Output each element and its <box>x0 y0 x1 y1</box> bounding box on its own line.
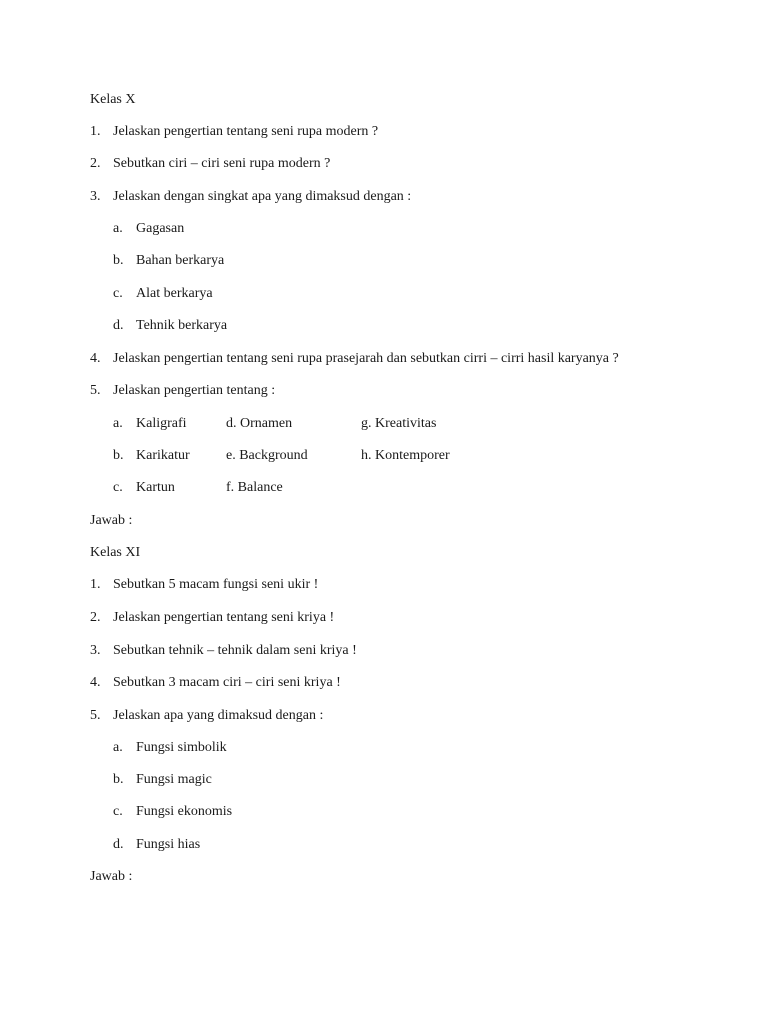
sub-item-letter: d. <box>113 318 124 333</box>
question-text: Jelaskan pengertian tentang seni rupa prasejarah dan sebutkan cirri – cirri hasil karyanya ? <box>113 351 619 366</box>
sub-item-text: Bahan berkarya <box>136 253 225 268</box>
sub-item-text: Gagasan <box>136 221 185 236</box>
question-text: Sebutkan 5 macam fungsi seni ukir ! <box>113 577 319 592</box>
question-text: Sebutkan ciri – ciri seni rupa modern ? <box>113 156 331 171</box>
term-col1: Karikatur <box>136 448 190 463</box>
sub-item-letter: c. <box>113 480 123 495</box>
sub-item-text: Alat berkarya <box>136 286 213 301</box>
sub-item-letter: c. <box>113 804 123 819</box>
sub-item-letter: b. <box>113 772 124 787</box>
question-text: Sebutkan tehnik – tehnik dalam seni kriya ! <box>113 643 357 658</box>
question-number: 5. <box>90 383 101 398</box>
section-title-kelas-xi: Kelas XI <box>90 545 141 560</box>
sub-item-letter: b. <box>113 253 124 268</box>
sub-item-text: Fungsi ekonomis <box>136 804 233 819</box>
question-number: 1. <box>90 577 101 592</box>
question-number: 2. <box>90 610 101 625</box>
sub-item-text: Fungsi hias <box>136 837 201 852</box>
sub-item-text: Fungsi simbolik <box>136 740 227 755</box>
sub-item-text: Fungsi magic <box>136 772 212 787</box>
term-col2: d. Ornamen <box>226 416 293 431</box>
question-number: 3. <box>90 189 101 204</box>
term-col3: g. Kreativitas <box>361 416 437 431</box>
question-text: Jelaskan pengertian tentang seni kriya ! <box>113 610 335 625</box>
question-number: 1. <box>90 124 101 139</box>
question-text: Sebutkan 3 macam ciri – ciri seni kriya ! <box>113 675 341 690</box>
question-text: Jelaskan pengertian tentang seni rupa modern ? <box>113 124 379 139</box>
answer-label: Jawab : <box>90 869 133 884</box>
question-text: Jelaskan dengan singkat apa yang dimaksud dengan : <box>113 189 412 204</box>
sub-item-text: Tehnik berkarya <box>136 318 228 333</box>
question-number: 5. <box>90 708 101 723</box>
question-number: 3. <box>90 643 101 658</box>
question-number: 4. <box>90 675 101 690</box>
term-col2: f. Balance <box>226 480 283 495</box>
sub-item-letter: c. <box>113 286 123 301</box>
question-number: 2. <box>90 156 101 171</box>
sub-item-letter: b. <box>113 448 124 463</box>
answer-label: Jawab : <box>90 513 133 528</box>
sub-item-letter: a. <box>113 221 123 236</box>
term-col2: e. Background <box>226 448 308 463</box>
sub-item-letter: d. <box>113 837 124 852</box>
sub-item-letter: a. <box>113 416 123 431</box>
section-title-kelas-x: Kelas X <box>90 92 136 107</box>
term-col3: h. Kontemporer <box>361 448 450 463</box>
question-number: 4. <box>90 351 101 366</box>
term-col1: Kartun <box>136 480 175 495</box>
sub-item-letter: a. <box>113 740 123 755</box>
question-text: Jelaskan apa yang dimaksud dengan : <box>113 708 324 723</box>
question-text: Jelaskan pengertian tentang : <box>113 383 276 398</box>
term-col1: Kaligrafi <box>136 416 187 431</box>
